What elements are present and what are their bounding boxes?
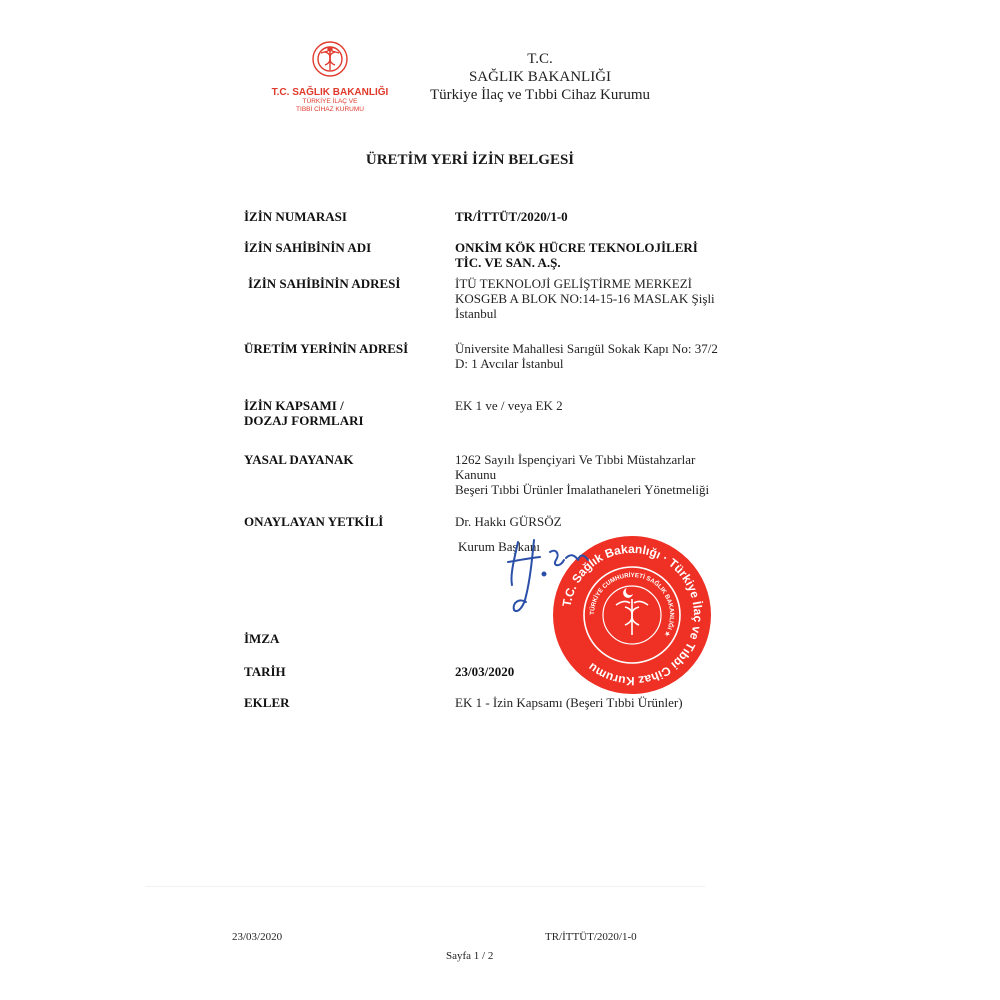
page-number: Sayfa 1 / 2	[446, 950, 494, 962]
logo-subtitle-1: TÜRKİYE İLAÇ VE	[302, 98, 358, 105]
legal-basis-value-1: 1262 Sayılı İspençiyari Ve Tıbbi Müstahzarlar	[455, 452, 696, 467]
header-tc: T.C.	[527, 51, 553, 67]
scope-label-2: DOZAJ FORMLARI	[244, 413, 364, 428]
logo-title: T.C. SAĞLIK BAKANLIĞI	[271, 87, 389, 98]
permit-number-value: TR/İTTÜT/2020/1-0	[455, 209, 568, 224]
approver-label: ONAYLAYAN YETKİLİ	[244, 514, 384, 529]
signature-label: İMZA	[244, 631, 280, 646]
approver-name: Dr. Hakkı GÜRSÖZ	[455, 514, 562, 529]
production-address-value-1: Üniversite Mahallesi Sarıgül Sokak Kapı No: 37/2	[455, 341, 718, 356]
svg-text:T.C. Sağlık Bakanlığı · Türkiy: T.C. Sağlık Bakanlığı · Türkiye İlaç ve Tıbbi Cihaz Kurumu	[559, 541, 706, 689]
attachments-value: EK 1 - İzin Kapsamı (Beşeri Tıbbi Ürünler)	[455, 695, 683, 710]
caduceus-emblem-icon	[262, 38, 398, 82]
scope-value: EK 1 ve / veya EK 2	[455, 398, 563, 413]
holder-address-value-3: İstanbul	[455, 306, 497, 321]
footer-reference: TR/İTTÜT/2020/1-0	[545, 931, 637, 943]
legal-basis-value-2: Kanunu	[455, 467, 497, 482]
production-address-label: ÜRETİM YERİNİN ADRESİ	[244, 341, 409, 356]
holder-name-label: İZİN SAHİBİNİN ADI	[244, 240, 372, 255]
signature-scribble-icon	[500, 530, 590, 620]
ministry-logo	[262, 38, 398, 114]
logo-subtitle-2: TIBBİ CİHAZ KURUMU	[296, 106, 364, 113]
footer-divider	[145, 886, 705, 887]
signature	[500, 530, 590, 620]
header-agency: Türkiye İlaç ve Tıbbi Cihaz Kurumu	[429, 87, 651, 103]
production-address-value-2: D: 1 Avcılar İstanbul	[455, 356, 564, 371]
svg-text:TÜRKİYE CUMHURİYETİ SAĞLIK BAK: TÜRKİYE CUMHURİYETİ SAĞLIK BAKANLIĞI ★	[588, 571, 676, 638]
footer-date: 23/03/2020	[232, 931, 283, 943]
date-value: 23/03/2020	[455, 664, 515, 679]
legal-basis-value-3: Beşeri Tıbbi Ürünler İmalathaneleri Yönetmeliği	[455, 482, 710, 497]
holder-name-value-2: TİC. VE SAN. A.Ş.	[455, 255, 561, 270]
permit-number-label: İZİN NUMARASI	[244, 209, 347, 224]
document-title: ÜRETİM YERİ İZİN BELGESİ	[365, 152, 575, 168]
scope-label-1: İZİN KAPSAMI /	[244, 398, 344, 413]
holder-name-value-1: ONKİM KÖK HÜCRE TEKNOLOJİLERİ	[455, 240, 698, 255]
holder-address-label: İZİN SAHİBİNİN ADRESİ	[248, 276, 401, 291]
approver-title: Kurum Başkanı	[458, 539, 540, 554]
holder-address-value-2: KOSGEB A BLOK NO:14-15-16 MASLAK Şişli	[455, 291, 715, 306]
header-ministry: SAĞLIK BAKANLIĞI	[468, 69, 612, 85]
date-label: TARİH	[244, 664, 286, 679]
attachments-label: EKLER	[244, 695, 290, 710]
legal-basis-label: YASAL DAYANAK	[244, 452, 354, 467]
holder-address-value-1: İTÜ TEKNOLOJİ GELİŞTİRME MERKEZİ	[455, 276, 692, 291]
